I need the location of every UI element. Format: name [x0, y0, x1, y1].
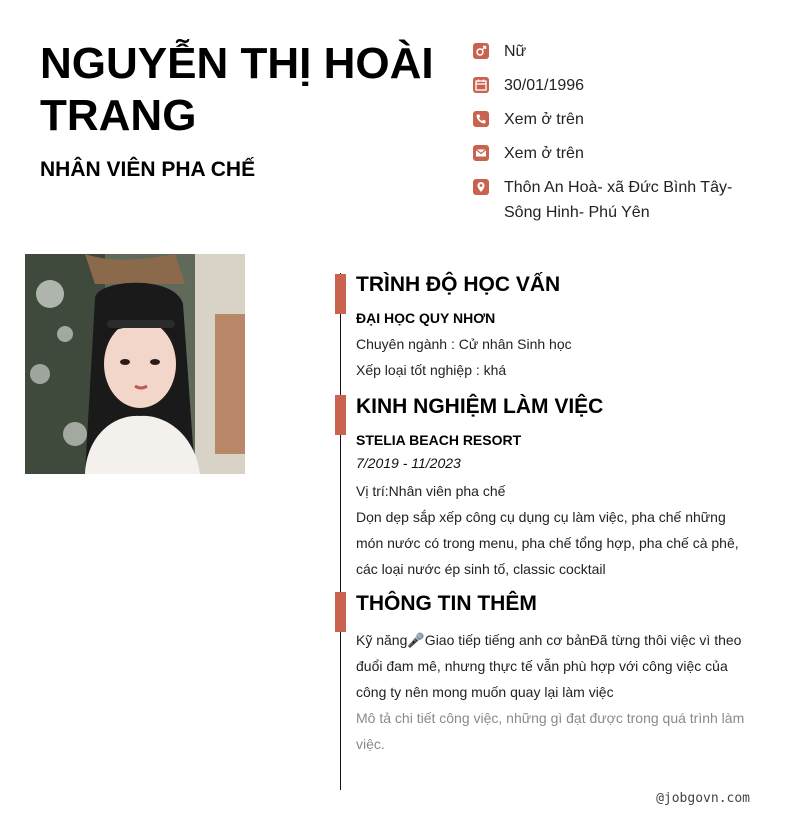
education-grade: Xếp loại tốt nghiệp : khá [356, 362, 507, 378]
contact-birthdate [473, 73, 773, 98]
contact-address-value: Thôn An Hoà- xã Đức Bình Tây- Sông Hinh- Phú Yên [504, 179, 733, 221]
section-marker-experience [335, 395, 346, 435]
contact-phone-value: Xem ở trên [504, 111, 584, 128]
contact-phone [473, 107, 773, 132]
contact-gender [473, 39, 773, 64]
additional-text: Kỹ năng🎤Giao tiếp tiếng anh cơ bảnĐã từng thôi việc vì theo đuổi đam mê, nhưng thực tế vẫn phù hợp với công việc của công ty nên mong muốn quay lại làm việc [356, 632, 742, 700]
experience-title: KINH NGHIỆM LÀM VIỆC [356, 395, 604, 418]
contact-info [473, 39, 773, 234]
gender-icon [473, 43, 489, 59]
email-icon [473, 145, 489, 161]
education-title: TRÌNH ĐỘ HỌC VẤN [356, 273, 561, 296]
additional-section [356, 592, 756, 757]
calendar-icon [473, 77, 489, 93]
experience-description: Dọn dẹp sắp xếp công cụ dụng cụ làm việc, pha chế những món nước có trong menu, pha chế tổng hợp, pha chế cà phê, các loại nước ép sinh tố, classic cocktail [356, 509, 739, 577]
additional-hint: Mô tả chi tiết công việc, những gì đạt được trong quá trình làm việc. [356, 710, 745, 752]
company-name: STELIA BEACH RESORT [356, 432, 522, 448]
location-icon [473, 179, 489, 195]
contact-address [473, 175, 773, 225]
section-marker-education [335, 274, 346, 314]
timeline-line [340, 273, 341, 790]
experience-section [356, 395, 756, 582]
section-marker-additional [335, 592, 346, 632]
experience-position: Vị trí:Nhân viên pha chế [356, 483, 506, 499]
experience-period: 7/2019 - 11/2023 [356, 455, 461, 471]
phone-icon [473, 111, 489, 127]
contact-gender-value: Nữ [504, 43, 527, 60]
profile-photo [25, 254, 245, 474]
education-major: Chuyên ngành : Cử nhân Sinh học [356, 336, 572, 352]
contact-email [473, 141, 773, 166]
job-title: NHÂN VIÊN PHA CHẾ [40, 158, 256, 181]
footer-watermark: @jobgovn.com [656, 791, 750, 806]
candidate-name: NGUYỄN THỊ HOÀI TRANG [40, 39, 434, 140]
contact-email-value: Xem ở trên [504, 145, 584, 162]
school-name: ĐẠI HỌC QUY NHƠN [356, 310, 496, 326]
additional-title: THÔNG TIN THÊM [356, 592, 537, 615]
contact-birthdate-value: 30/01/1996 [504, 77, 585, 94]
education-section [356, 273, 756, 383]
